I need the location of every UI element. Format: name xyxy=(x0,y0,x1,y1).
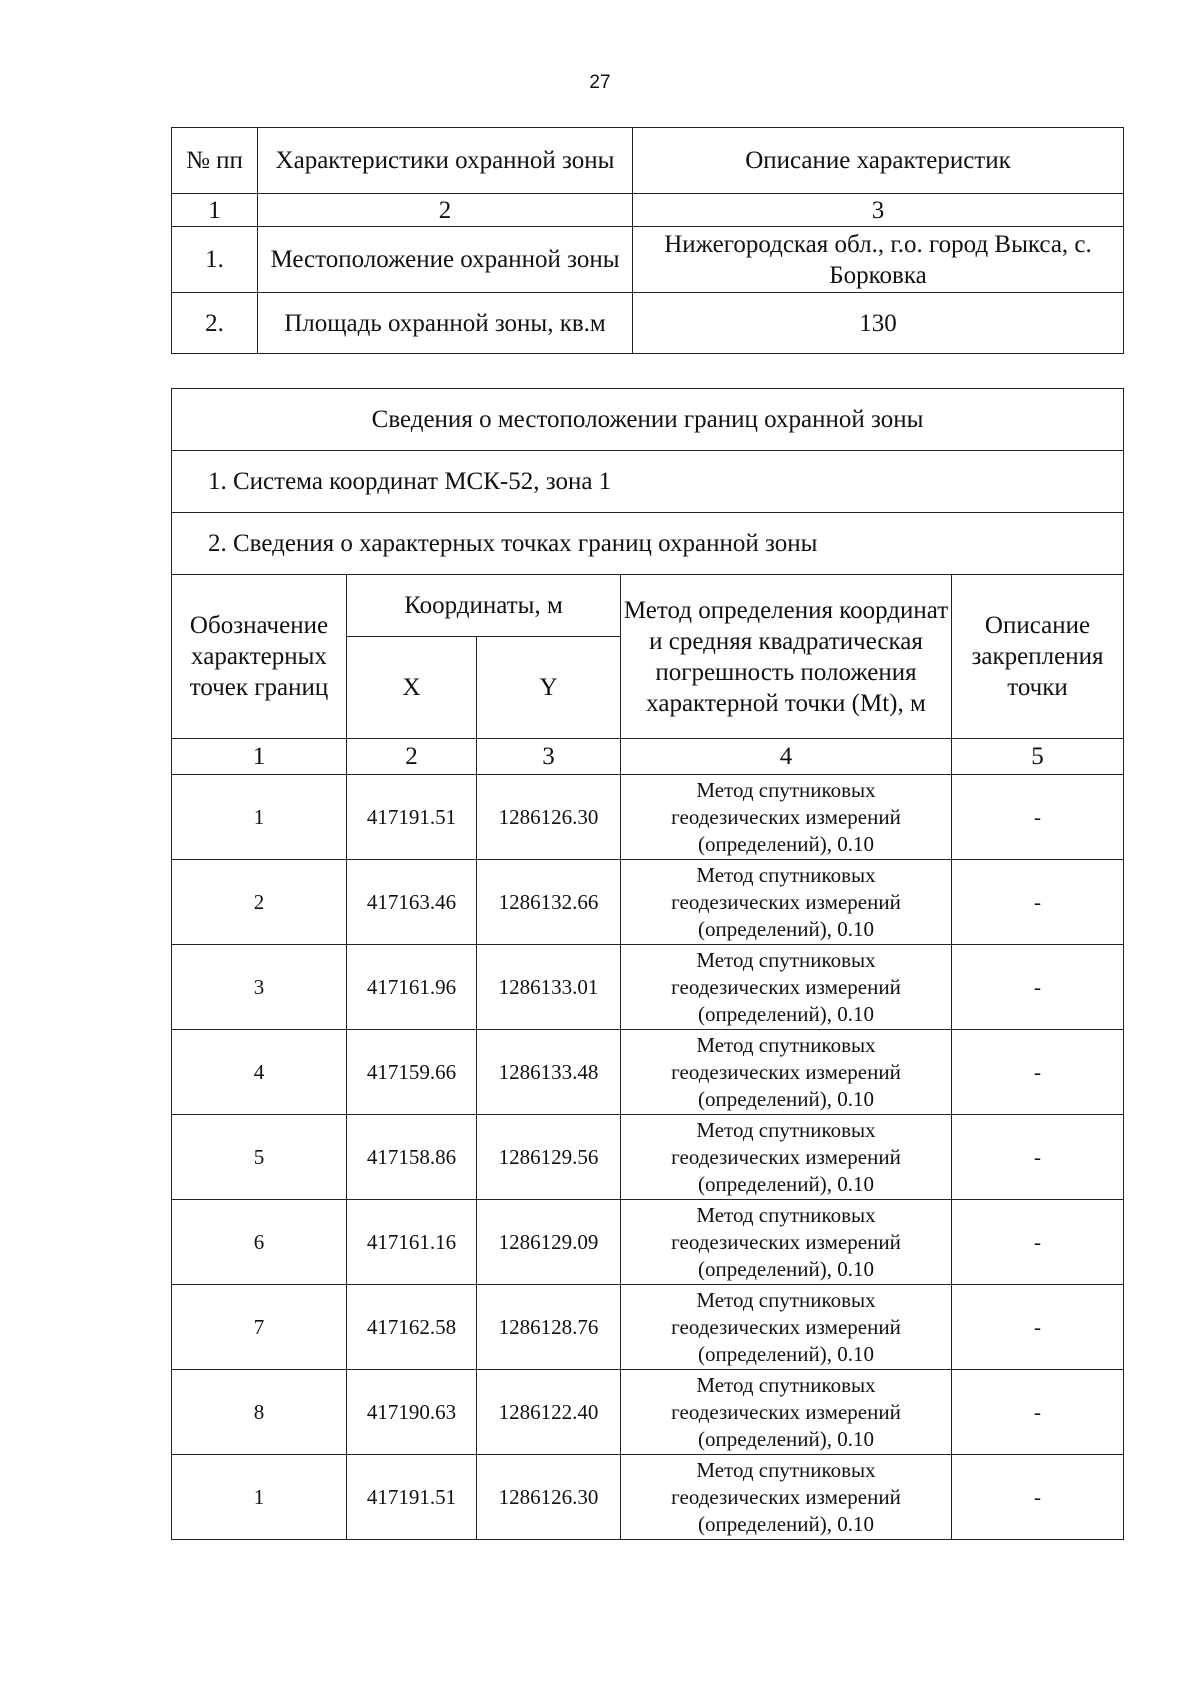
header-y: Y xyxy=(477,637,621,739)
row-characteristic: Площадь охранной зоны, кв.м xyxy=(258,293,633,354)
table-row xyxy=(172,1115,1124,1200)
table-row xyxy=(172,227,1124,293)
method-description: Метод спутниковых геодезических измерений (определений), 0.10 xyxy=(621,1115,952,1200)
method-description: Метод спутниковых геодезических измерений (определений), 0.10 xyxy=(621,860,952,945)
point-label: 6 xyxy=(172,1200,347,1285)
fixing-description: - xyxy=(952,1030,1124,1115)
header-x: X xyxy=(347,637,477,739)
table-row xyxy=(172,1200,1124,1285)
coord-x: 417191.51 xyxy=(347,775,477,860)
table-header-row xyxy=(172,128,1124,194)
points-heading: 2. Сведения о характерных точках границ охранной зоны xyxy=(172,513,1124,575)
point-rows xyxy=(172,775,1124,1540)
fixing-description: - xyxy=(952,860,1124,945)
table-row xyxy=(172,293,1124,354)
col-number: 5 xyxy=(952,739,1124,775)
page-number: 27 xyxy=(589,72,611,93)
boundary-table-head xyxy=(172,389,1124,775)
fixing-description: - xyxy=(952,1115,1124,1200)
coord-x: 417159.66 xyxy=(347,1030,477,1115)
coord-x: 417162.58 xyxy=(347,1285,477,1370)
column-numbering-row xyxy=(172,739,1124,775)
coord-x: 417191.51 xyxy=(347,1455,477,1540)
method-description: Метод спутниковых геодезических измерений (определений), 0.10 xyxy=(621,1285,952,1370)
table-row xyxy=(172,775,1124,860)
fixing-description: - xyxy=(952,775,1124,860)
point-label: 5 xyxy=(172,1115,347,1200)
row-num: 1. xyxy=(172,227,258,293)
coord-y: 1286129.56 xyxy=(477,1115,621,1200)
col-number: 4 xyxy=(621,739,952,775)
fixing-description: - xyxy=(952,1285,1124,1370)
method-description: Метод спутниковых геодезических измерений (определений), 0.10 xyxy=(621,775,952,860)
header-characteristic: Характеристики охранной зоны xyxy=(258,128,633,194)
point-label: 4 xyxy=(172,1030,347,1115)
coord-x: 417163.46 xyxy=(347,860,477,945)
coord-y: 1286129.09 xyxy=(477,1200,621,1285)
row-description: Нижегородская обл., г.о. город Выкса, с. Борковка xyxy=(633,227,1124,293)
coord-x: 417190.63 xyxy=(347,1370,477,1455)
column-numbering-row xyxy=(172,194,1124,227)
header-point: Обозначение характерных точек границ xyxy=(172,575,347,739)
point-label: 2 xyxy=(172,860,347,945)
boundary-title: Сведения о местоположении границ охранной зоны xyxy=(172,389,1124,451)
coord-y: 1286122.40 xyxy=(477,1370,621,1455)
coord-y: 1286132.66 xyxy=(477,860,621,945)
row-num: 2. xyxy=(172,293,258,354)
point-label: 1 xyxy=(172,775,347,860)
fixing-description: - xyxy=(952,1370,1124,1455)
table-row xyxy=(172,1370,1124,1455)
coord-y: 1286128.76 xyxy=(477,1285,621,1370)
fixing-description: - xyxy=(952,1200,1124,1285)
col-number: 1 xyxy=(172,739,347,775)
col-number: 2 xyxy=(258,194,633,227)
col-number: 3 xyxy=(633,194,1124,227)
header-num: № пп xyxy=(172,128,258,194)
coord-y: 1286133.48 xyxy=(477,1030,621,1115)
col-number: 2 xyxy=(347,739,477,775)
coord-y: 1286126.30 xyxy=(477,1455,621,1540)
header-fixing: Описание закрепления точки xyxy=(952,575,1124,739)
method-description: Метод спутниковых геодезических измерений (определений), 0.10 xyxy=(621,1030,952,1115)
point-label: 3 xyxy=(172,945,347,1030)
header-coordinates: Координаты, м xyxy=(347,575,621,637)
coord-y: 1286126.30 xyxy=(477,775,621,860)
coord-x: 417158.86 xyxy=(347,1115,477,1200)
coordinate-system: 1. Система координат МСК-52, зона 1 xyxy=(172,451,1124,513)
point-label: 1 xyxy=(172,1455,347,1540)
header-method: Метод определения координат и средняя квадратическая погрешность положения характерной точки (Mt), м xyxy=(621,575,952,739)
row-characteristic: Местоположение охранной зоны xyxy=(258,227,633,293)
col-number: 1 xyxy=(172,194,258,227)
zone-characteristics-table xyxy=(171,127,1124,354)
col-number: 3 xyxy=(477,739,621,775)
table-row xyxy=(172,1455,1124,1540)
method-description: Метод спутниковых геодезических измерений (определений), 0.10 xyxy=(621,1200,952,1285)
point-label: 7 xyxy=(172,1285,347,1370)
method-description: Метод спутниковых геодезических измерений (определений), 0.10 xyxy=(621,945,952,1030)
boundary-points-table xyxy=(171,388,1124,1540)
table-row xyxy=(172,1030,1124,1115)
method-description: Метод спутниковых геодезических измерений (определений), 0.10 xyxy=(621,1370,952,1455)
header-description: Описание характеристик xyxy=(633,128,1124,194)
table-row xyxy=(172,945,1124,1030)
coord-x: 417161.16 xyxy=(347,1200,477,1285)
table-row xyxy=(172,1285,1124,1370)
coord-y: 1286133.01 xyxy=(477,945,621,1030)
row-description: 130 xyxy=(633,293,1124,354)
table-row xyxy=(172,860,1124,945)
fixing-description: - xyxy=(952,945,1124,1030)
fixing-description: - xyxy=(952,1455,1124,1540)
method-description: Метод спутниковых геодезических измерений (определений), 0.10 xyxy=(621,1455,952,1540)
coord-x: 417161.96 xyxy=(347,945,477,1030)
point-label: 8 xyxy=(172,1370,347,1455)
